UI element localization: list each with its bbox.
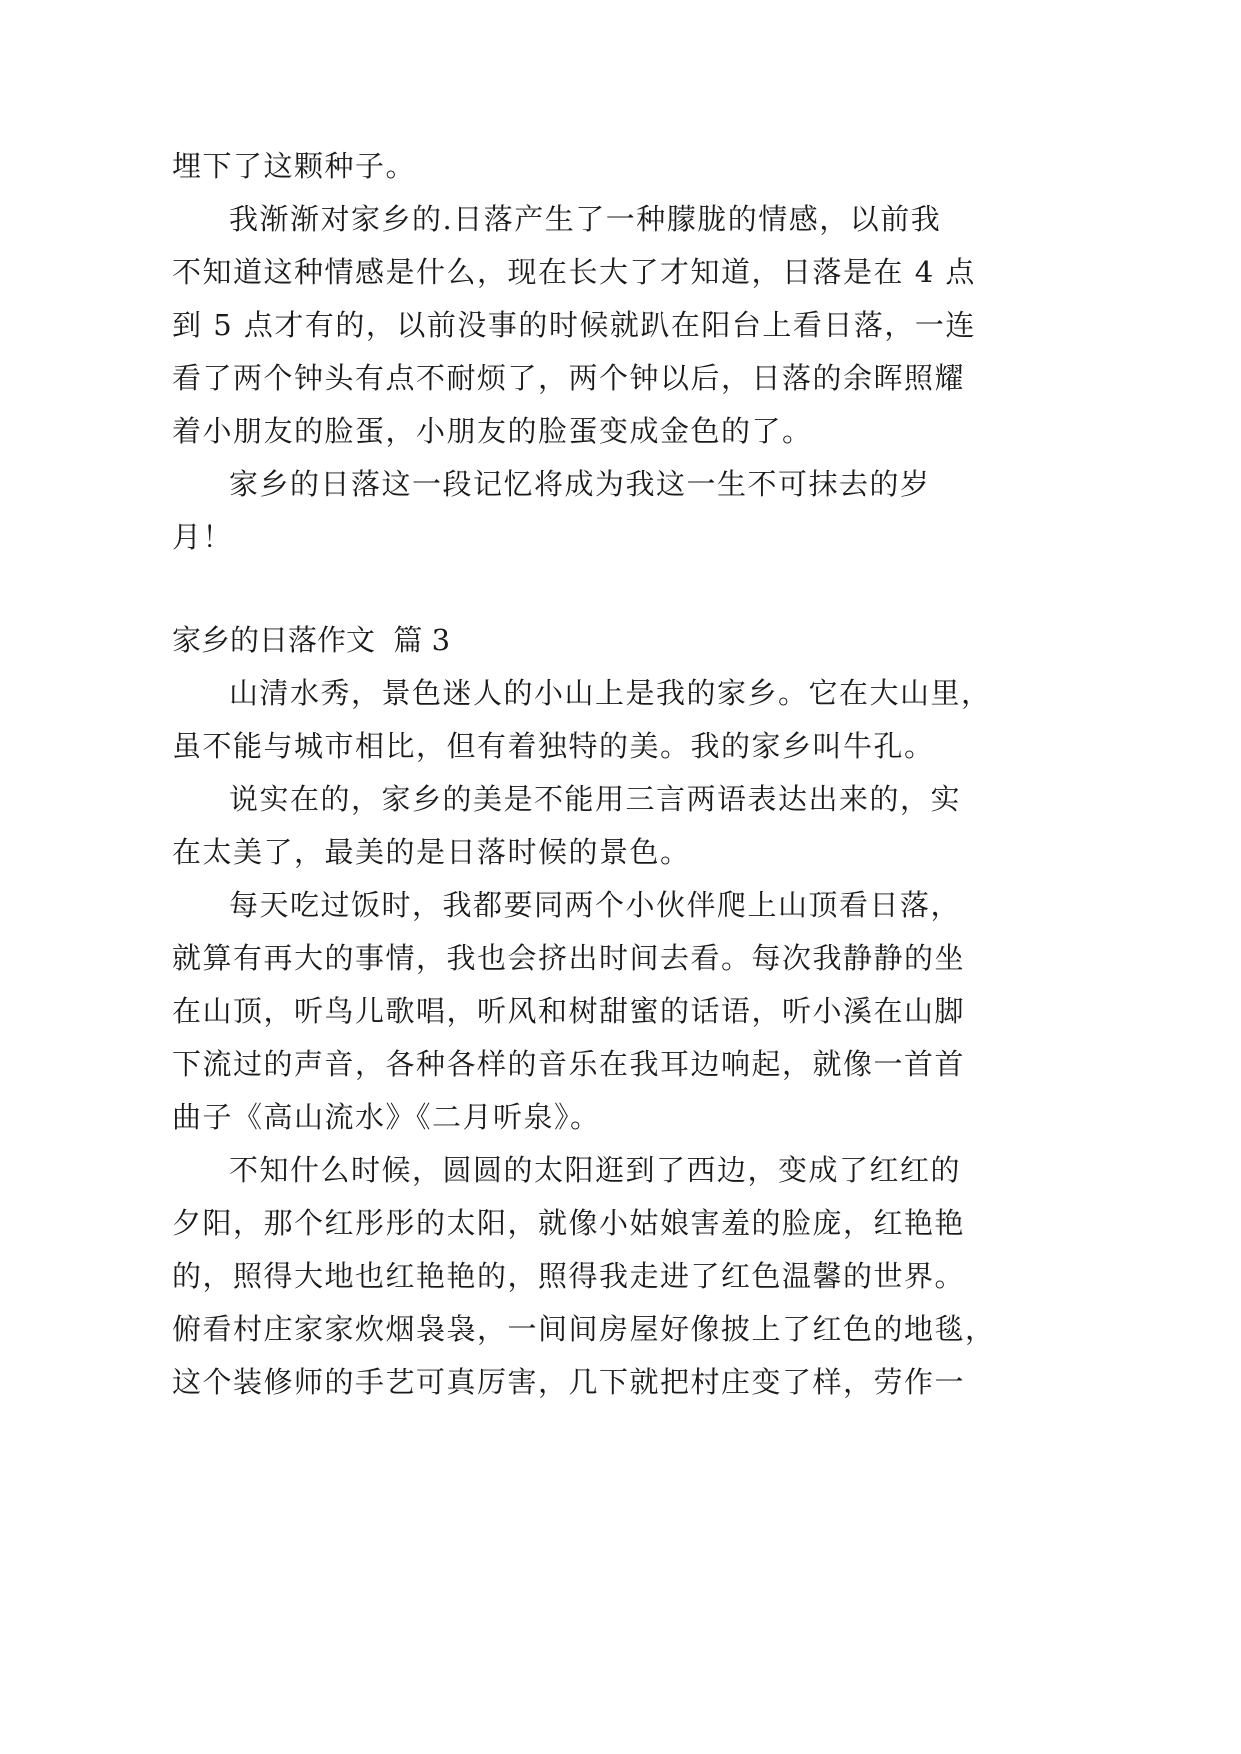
text-line: 曲子《高山流水》《二月听泉》。 — [172, 1100, 601, 1134]
paragraph-first-line: 我渐渐对家乡的.日落产生了一种朦胧的情感，以前我 — [229, 202, 942, 236]
text-line: 这个装修师的手艺可真厉害，几下就把村庄变了样，劳作一 — [172, 1365, 966, 1399]
text-line: 月！ — [172, 520, 234, 554]
paragraph-first-line: 不知什么时候，圆圆的太阳逛到了西边，变成了红红的 — [229, 1153, 962, 1187]
text-line: 的，照得大地也红艳艳的，照得我走进了红色温馨的世界。 — [172, 1259, 966, 1293]
text-line: 就算有再大的事情，我也会挤出时间去看。每次我静静的坐 — [172, 941, 966, 975]
text-line: 下流过的声音，各种各样的音乐在我耳边响起，就像一首首 — [172, 1047, 966, 1081]
text-line: 俯看村庄家家炊烟袅袅，一间间房屋好像披上了红色的地毯， — [172, 1312, 996, 1346]
text-line: 看了两个钟头有点不耐烦了，两个钟以后，日落的余晖照耀 — [172, 361, 966, 395]
paragraph-first-line: 说实在的，家乡的美是不能用三言两语表达出来的，实 — [229, 782, 962, 816]
text-line: 到 5 点才有的，以前没事的时候就趴在阳台上看日落，一连 — [172, 308, 976, 342]
text-line: 虽不能与城市相比，但有着独特的美。我的家乡叫牛孔。 — [172, 729, 935, 763]
paragraph-first-line: 山清水秀，景色迷人的小山上是我的家乡。它在大山里， — [229, 676, 992, 710]
text-line: 夕阳，那个红彤彤的太阳，就像小姑娘害羞的脸庞，红艳艳 — [172, 1206, 966, 1240]
text-line: 在太美了，最美的是日落时候的景色。 — [172, 835, 691, 869]
text-line: 在山顶，听鸟儿歌唱，听风和树甜蜜的话语，听小溪在山脚 — [172, 994, 966, 1028]
section-title: 家乡的日落作文 篇 3 — [172, 623, 451, 657]
text-line: 不知道这种情感是什么，现在长大了才知道，日落是在 4 点 — [172, 255, 976, 289]
paragraph-first-line: 每天吃过饭时，我都要同两个小伙伴爬上山顶看日落， — [229, 888, 962, 922]
text-line: 埋下了这颗种子。 — [172, 149, 417, 183]
paragraph-first-line: 家乡的日落这一段记忆将成为我这一生不可抹去的岁 — [229, 467, 931, 501]
text-line: 着小朋友的脸蛋，小朋友的脸蛋变成金色的了。 — [172, 414, 813, 448]
